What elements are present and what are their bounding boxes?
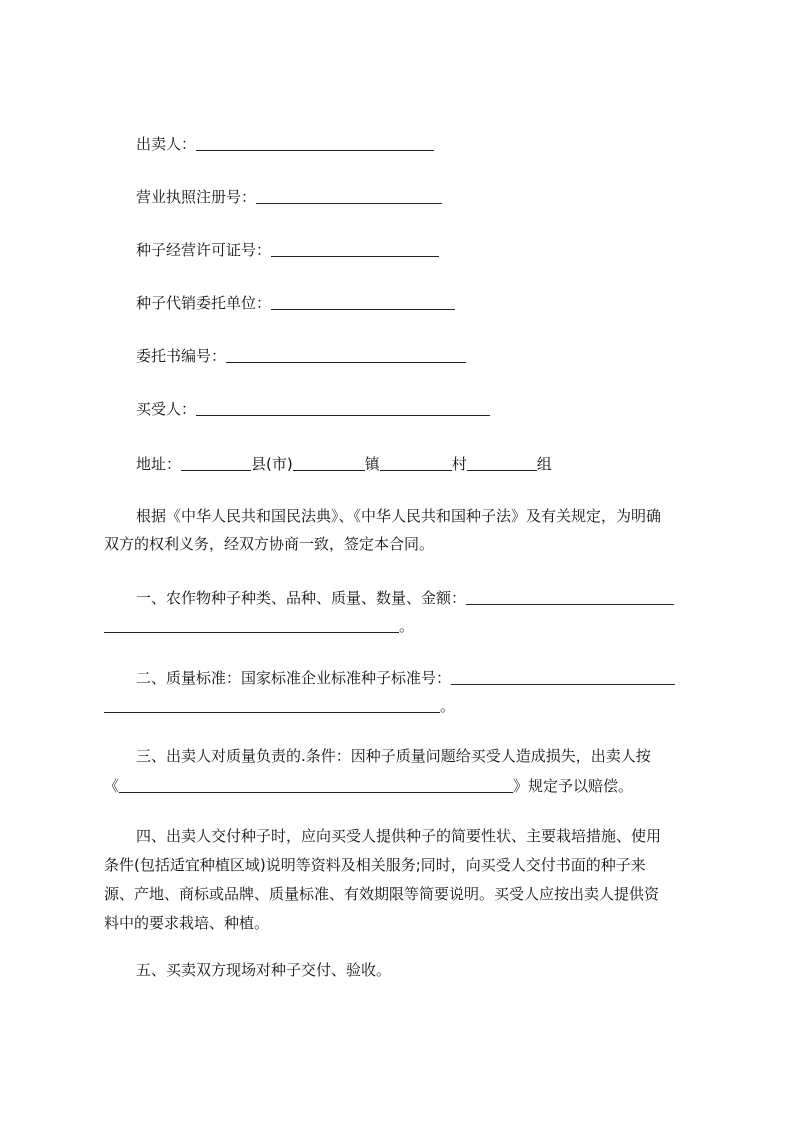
buyer-label: 买受人： [136,400,197,418]
clause-3-line-1: 三、出卖人对质量负责的.条件：因种子质量问题给买受人造成损失，出卖人按 [136,747,651,765]
clause-4-line-3: 源、产地、商标或品牌、质量标准、有效期限等简要说明。买受人应按出卖人提供资 [104,885,660,903]
address-row [136,452,552,472]
address-village-blank[interactable] [380,454,452,471]
clause-2-row [136,666,675,686]
clause-2-blank-a[interactable] [451,668,675,685]
clause-3-row-2 [104,774,633,794]
clause-2-end: 。 [440,697,456,715]
clause-1-blank-b[interactable] [104,616,399,633]
address-town-label: 镇 [364,455,380,473]
license-no-blank[interactable] [256,187,442,204]
intro-line-1: 根据《中华人民共和国民法典》、《中华人民共和国种子法》及有关规定，为明确 [136,507,662,525]
address-county-blank[interactable] [181,454,251,471]
clause-4-line-2: 条件(包括适宜种植区域)说明等资料及相关服务;同时，向买受人交付书面的种子来 [104,856,646,874]
intro-line-2: 双方的权利义务，经双方协商一致，签定本合同。 [104,535,435,553]
clause-1-blank-a[interactable] [466,588,674,605]
clause-3-close: 》规定予以赔偿。 [513,777,634,795]
seller-blank[interactable] [196,134,434,151]
seed-permit-blank[interactable] [271,240,439,257]
clause-1-end: 。 [399,617,415,635]
clause-3-open: 《 [104,777,120,795]
buyer-row [136,397,490,417]
clause-4-line-4: 料中的要求栽培、种植。 [104,914,270,932]
agent-unit-row [136,291,455,311]
buyer-blank[interactable] [196,399,490,416]
agent-unit-label: 种子代销委托单位： [136,294,272,312]
seller-label: 出卖人： [136,135,197,153]
address-group-label: 组 [536,455,552,473]
clause-3-blank[interactable] [119,776,513,793]
entrust-no-label: 委托书编号： [136,347,227,365]
seed-permit-row [136,238,439,258]
address-village-label: 村 [451,455,467,473]
address-group-blank[interactable] [467,454,537,471]
entrust-no-blank[interactable] [226,346,466,363]
clause-5-line: 五、买卖双方现场对种子交付、验收。 [136,961,392,979]
clause-1-row-2 [104,614,414,634]
clause-2-row-2 [104,694,455,714]
address-county-label: 县(市) [251,455,293,473]
clause-4-line-1: 四、出卖人交付种子时，应向买受人提供种子的简要性状、主要栽培措施、使用 [136,827,662,845]
license-no-row [136,185,442,205]
address-town-blank[interactable] [293,454,365,471]
seed-permit-label: 种子经营许可证号： [136,241,272,259]
entrust-no-row [136,344,466,364]
clause-1-row [136,586,674,606]
agent-unit-blank[interactable] [271,293,455,310]
clause-2-text: 二、质量标准：国家标准企业标准种子标准号： [136,669,452,687]
seller-row [136,132,434,152]
clause-1-text: 一、农作物种子种类、品种、质量、数量、金额： [136,589,467,607]
license-no-label: 营业执照注册号： [136,188,257,206]
clause-2-blank-b[interactable] [104,696,440,713]
address-label: 地址： [136,455,182,473]
